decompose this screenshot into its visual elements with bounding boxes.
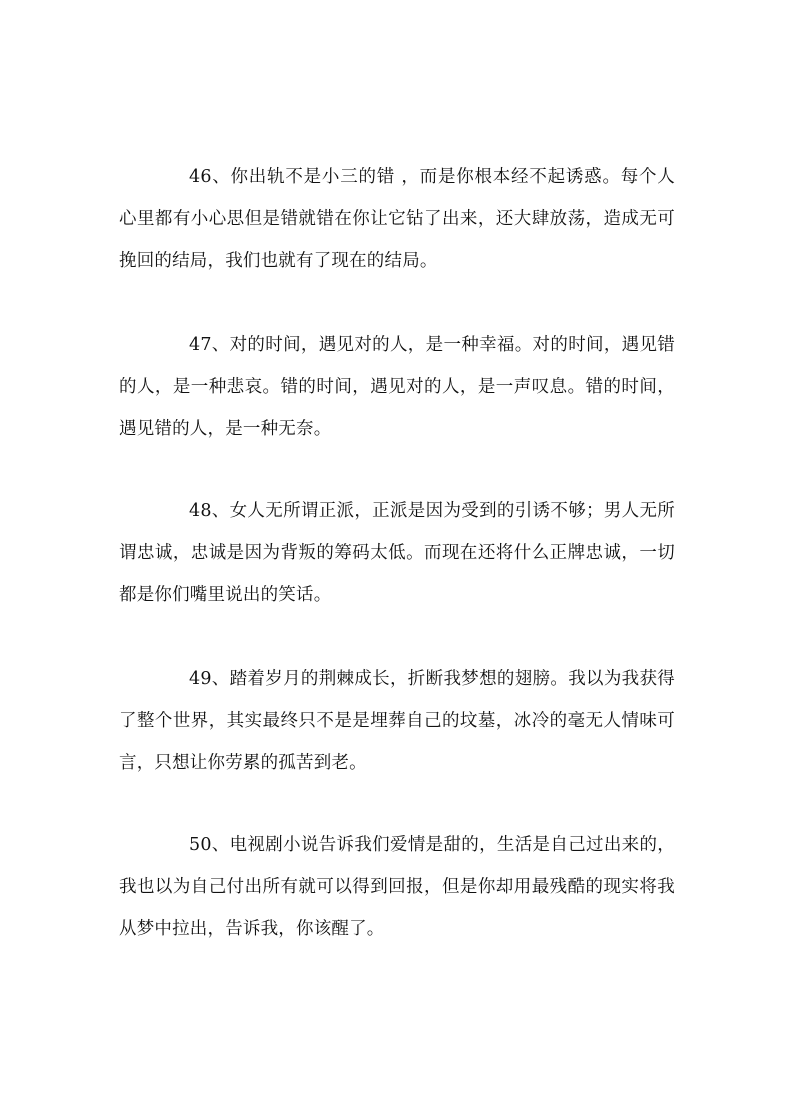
paragraph-46: 46、你出轨不是小三的错 ，而是你根本经不起诱惑。每个人心里都有小心思但是错就错在你让它钻了出来，还大肆放荡，造成无可挽回的结局，我们也就有了现在的结局。: [119, 166, 675, 271]
paragraph-50: 50、电视剧小说告诉我们爱情是甜的，生活是自己过出来的，我也以为自己付出所有就可以得到回报，但是你却用最残酷的现实将我从梦中拉出，告诉我，你该醒了。: [119, 834, 675, 939]
paragraph-48: 48、女人无所谓正派，正派是因为受到的引诱不够；男人无所谓忠诚，忠诚是因为背叛的筹码太低。而现在还将什么正牌忠诚，一切都是你们嘴里说出的笑话。: [119, 500, 675, 605]
paragraph-49: 49、踏着岁月的荆棘成长，折断我梦想的翅膀。我以为我获得了整个世界，其实最终只不是是埋葬自己的坟墓，冰冷的毫无人情味可言，只想让你劳累的孤苦到老。: [119, 668, 675, 773]
paragraph-47: 47、对的时间，遇见对的人，是一种幸福。对的时间，遇见错的人，是一种悲哀。错的时间，遇见对的人，是一声叹息。错的时间，遇见错的人，是一种无奈。: [119, 334, 675, 439]
